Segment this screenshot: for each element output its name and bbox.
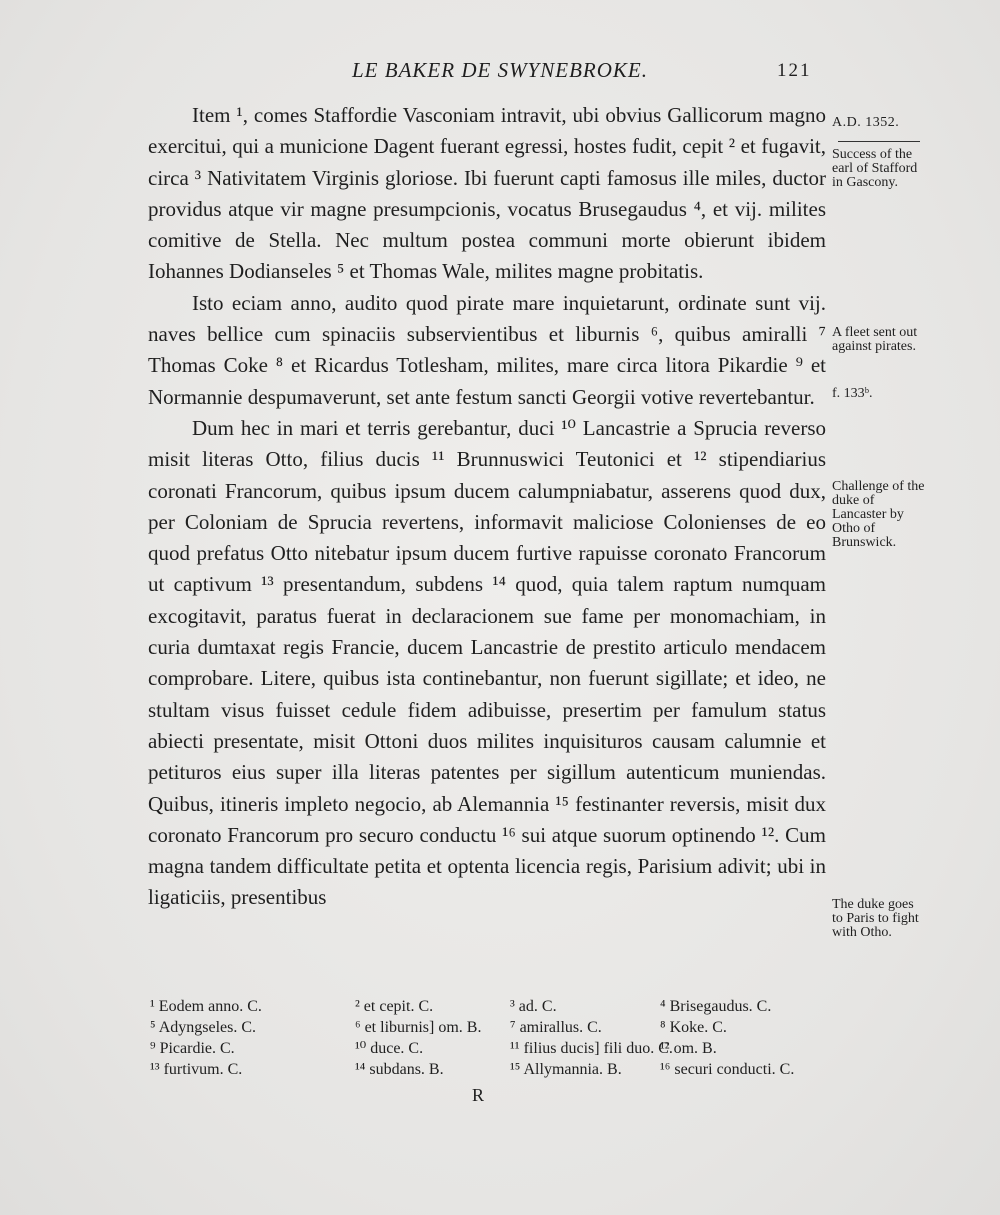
paragraph-1: Item ¹, comes Staffordie Vasconiam intravit, ubi obvius Gallicorum magno exercitui, qui a municione Dagent fuerant egressi, hostes fudit, cepit ² et fugavit, circa ³ Nativitatem Virginis gloriose. Ibi fuerunt capti famosus ille miles, ductor providus atque vir magne presumpcionis, vocatus Brusegaudus ⁴, et vij. milites comitive de Stella. Nec multum postea communi morte obierunt ibidem Iohannes Dodianseles ⁵ et Thomas Wale, milites magne probitatis. <box>148 103 826 284</box>
footnote: ¹ Eodem anno. C. <box>150 998 262 1015</box>
marginal-rule <box>838 141 920 142</box>
footnote: ¹¹ filius ducis] fili duo. C. <box>510 1040 673 1057</box>
footnote-row <box>150 1017 830 1038</box>
footnote-row <box>150 996 830 1017</box>
footnote-row <box>150 1038 830 1059</box>
footnote-row <box>150 1059 830 1080</box>
footnote: ¹⁵ Allymannia. B. <box>510 1061 622 1078</box>
footnote: ⁸ Koke. C. <box>660 1019 727 1036</box>
footnote: ³ ad. C. <box>510 998 557 1015</box>
main-text <box>148 100 826 914</box>
footnote: ⁹ Picardie. C. <box>150 1040 235 1057</box>
footnote: ¹² om. B. <box>660 1040 717 1057</box>
marginal-note-4: The duke goes to Paris to fight with Otho. <box>832 897 919 940</box>
paragraph-3: Dum hec in mari et terris gerebantur, duci ¹⁰ Lancastrie a Sprucia reverso misit literas Otto, filius ducis ¹¹ Brunnuswici Teutonici et ¹² stipendiarius coronati Francorum, quibus ipsum ducem calumpniabatur, asserens quod dux, per Coloniam de Sprucia revertens, informavit maliciose Colonienses de eo quod prefatus Otto nitebatur ipsum ducem furtive rapuisse coronato Francorum ut captivum ¹³ presentandum, subdens ¹⁴ quod, quia talem raptum numquam excogitavit, paratus fuerat in declaracionem sue fame per monomachiam, in curia dumtaxat regis Francie, ducem Lancastrie de prestito articulo mendacem comprobare. Litere, quibus ista continebantur, non fuerunt sigillate; et ideo, ne stultam visus fuisset cedule fidem adibuisse, presertim per famulum status abiecti presentate, misit Ottoni duos milites inquisituros causam calumnie et petituros eius super illa literas patentes per sigillum autenticum muniendas. Quibus, itineris impleto negocio, ab Alemannia ¹⁵ festinanter reversis, misit dux coronato Francorum pro securo conductu ¹⁶ sui atque suorum optinendo ¹². Cum magna tandem difficultate petita et optenta licencia regis, Parisium adivit; ubi in ligaticiis, presentibus <box>148 415 826 910</box>
marginal-note-1: Success of the earl of Stafford in Gascony. <box>832 147 918 190</box>
footnote: ⁷ amirallus. C. <box>510 1019 602 1036</box>
footnote: ⁴ Brisegaudus. C. <box>660 998 772 1015</box>
paragraph-2: Isto eciam anno, audito quod pirate mare inquietarunt, ordinate sunt vij. naves bellice cum spinaciis subservientibus et liburnis ⁶, quibus amiralli ⁷ Thomas Coke ⁸ et Ricardus Totlesham, milites, mare circa litora Pikardie ⁹ et Normannie despumaverunt, set ante festum sancti Georgii votive revertebantur. <box>148 290 826 409</box>
marginal-note-3: Challenge of the duke of Lancaster by Otho of Brunswick. <box>832 479 925 550</box>
footnote: ⁵ Adyngseles. C. <box>150 1019 257 1036</box>
footnote: ⁶ et liburnis] om. B. <box>355 1019 482 1036</box>
marginal-folio: f. 133ᵇ. <box>832 386 873 401</box>
footnote: ¹⁴ subdans. B. <box>355 1061 444 1078</box>
footnote: ¹⁰ duce. C. <box>355 1040 424 1057</box>
marginal-year: A.D. 1352. <box>832 115 900 130</box>
footnote: ¹⁶ securi conducti. C. <box>660 1061 795 1078</box>
running-head: LE BAKER DE SWYNEBROKE. <box>352 58 648 82</box>
signature-mark: R <box>472 1085 485 1105</box>
footnote: ² et cepit. C. <box>355 998 434 1015</box>
footnotes <box>150 996 830 1080</box>
page-number: 121 <box>777 60 812 81</box>
marginal-note-2: A fleet sent out against pirates. <box>832 325 918 354</box>
footnote: ¹³ furtivum. C. <box>150 1061 243 1078</box>
